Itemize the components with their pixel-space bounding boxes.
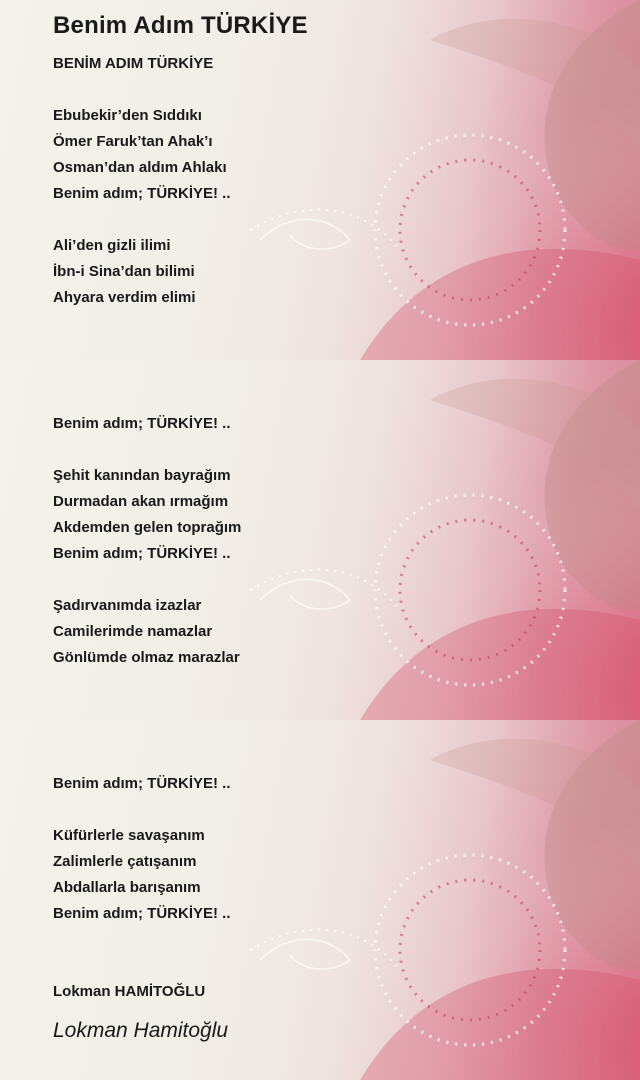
poem-line: Ömer Faruk’tan Ahak’ı <box>53 133 213 150</box>
poem-line: Ahyara verdim elimi <box>53 289 196 306</box>
poem-line: Ebubekir’den Sıddıkı <box>53 107 202 124</box>
poem-author: Lokman HAMİTOĞLU <box>53 983 206 1000</box>
poem-line: Küfürlerle savaşanım <box>53 827 205 844</box>
poem-line: Şehit kanından bayrağım <box>53 467 231 484</box>
poem-line: Gönlümde olmaz marazlar <box>53 649 240 666</box>
poem-line: Benim adım; TÜRKİYE! .. <box>53 775 231 792</box>
poem-line: Benim adım; TÜRKİYE! .. <box>53 415 231 432</box>
poem-line: Ali’den gizli ilimi <box>53 237 171 254</box>
poem-line: Abdallarla barışanım <box>53 879 201 896</box>
poem-line: İbn-i Sina’dan bilimi <box>53 263 195 280</box>
poem-line: Benim adım; TÜRKİYE! .. <box>53 185 231 202</box>
poem-title: Benim Adım TÜRKİYE <box>53 12 308 39</box>
author-signature: Lokman Hamitoğlu <box>53 1019 229 1042</box>
poem-line: Benim adım; TÜRKİYE! .. <box>53 545 231 562</box>
poem-line: Osman’dan aldım Ahlakı <box>53 159 227 176</box>
poem-line: Camilerimde namazlar <box>53 623 213 640</box>
poem-line: Benim adım; TÜRKİYE! .. <box>53 905 231 922</box>
poem-line: Şadırvanımda izazlar <box>53 597 202 614</box>
poem-line: Akdemden gelen toprağım <box>53 519 242 536</box>
poem-line: Durmadan akan ırmağım <box>53 493 229 510</box>
poem-heading: BENİM ADIM TÜRKİYE <box>53 55 214 72</box>
poem-line: Zalimlerle çatışanım <box>53 853 197 870</box>
